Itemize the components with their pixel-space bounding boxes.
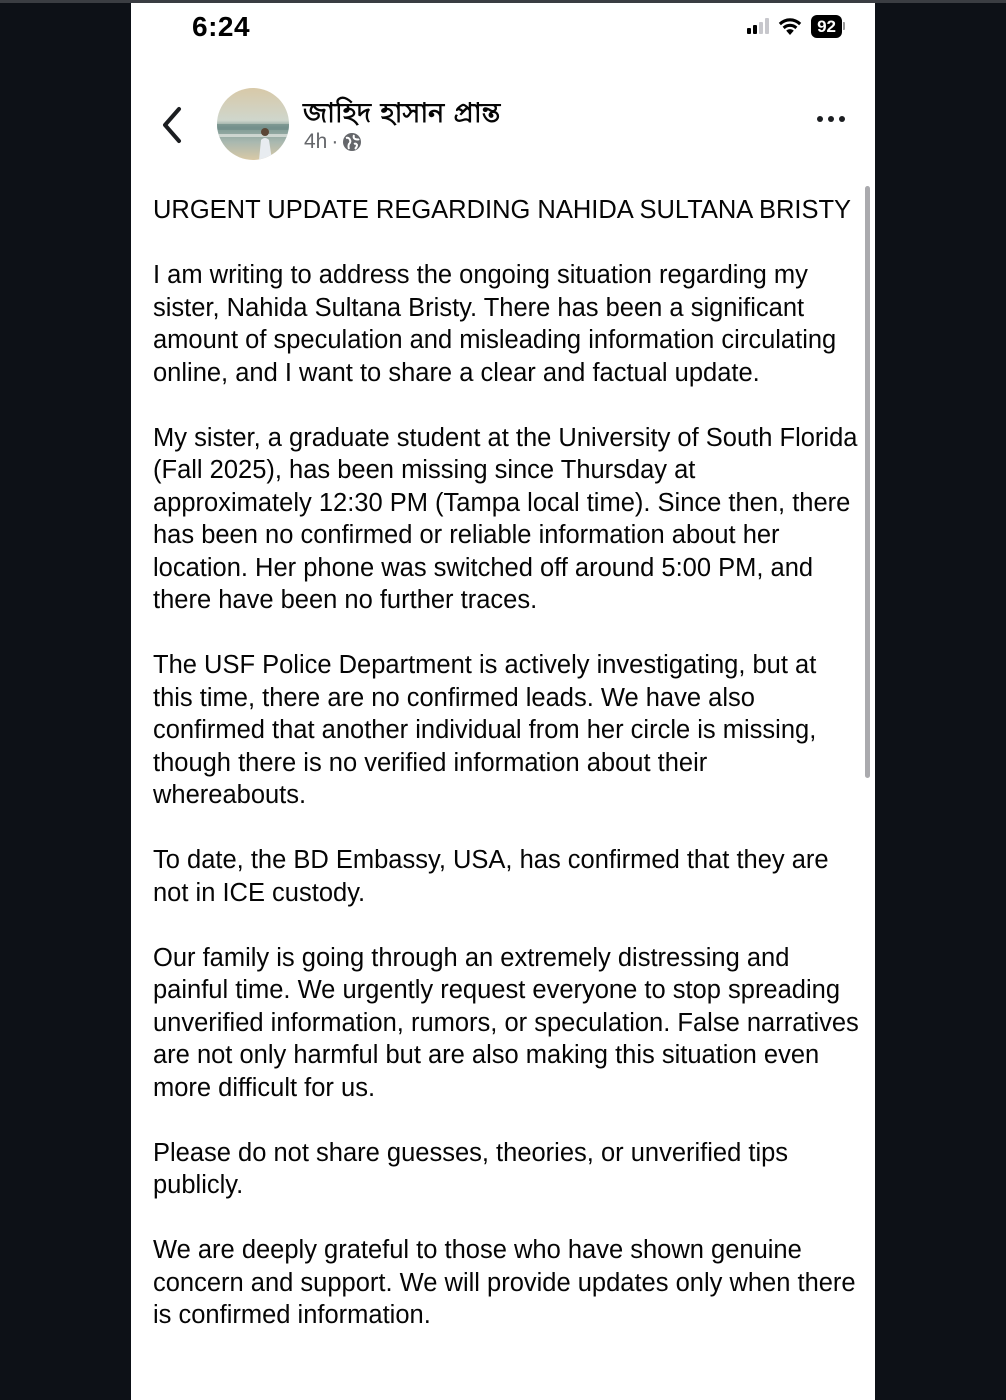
- status-icons: [747, 13, 845, 39]
- post-paragraph-title: URGENT UPDATE REGARDING NAHIDA SULTANA BRISTY: [153, 196, 852, 224]
- author-name[interactable]: জাহিদ হাসান প্রান্ত: [303, 98, 501, 129]
- battery-level: 92: [811, 15, 842, 38]
- post-paragraph: To date, the BD Embassy, USA, has confirmed that they are not in ICE custody.: [153, 846, 829, 907]
- avatar[interactable]: [217, 88, 289, 160]
- post-paragraph: Please do not share guesses, theories, or unverified tips publicly.: [153, 1138, 789, 1199]
- battery-icon: [811, 15, 845, 38]
- post-paragraph: We are deeply grateful to those who have shown genuine concern and support. We will provide updates only when there is confirmed information.: [153, 1236, 856, 1329]
- post-paragraph: My sister, a graduate student at the University of South Florida (Fall 2025), has been missing since Thursday at approximately 12:30 PM (Tampa local time). Since then, there has been no confirmed or reliable information about her location. Her phone was switched off around 5:00 PM, and there have been no further traces.: [153, 423, 858, 614]
- post-meta: [304, 130, 362, 154]
- meta-separator: ·: [331, 130, 339, 153]
- phone-screen: [131, 3, 875, 1400]
- wifi-icon: [777, 16, 803, 36]
- back-button[interactable]: [157, 103, 187, 147]
- post-timestamp[interactable]: 4h: [304, 130, 328, 153]
- post-paragraph: Our family is going through an extremely distressing and painful time. We urgently request everyone to stop spreading unverified information, rumors, or speculation. False narratives are not only harmful but are also making this situation even more difficult for us.: [153, 943, 859, 1102]
- more-options-button[interactable]: [813, 109, 849, 129]
- signal-icon: [747, 18, 769, 34]
- post-paragraph: The USF Police Department is actively investigating, but at this time, there are no confirmed leads. We have also confirmed that another individual from her circle is missing, though there is no verified information about their whereabouts.: [153, 651, 817, 809]
- globe-icon: [342, 132, 362, 152]
- scrollbar[interactable]: [865, 186, 870, 778]
- chevron-left-icon: [157, 103, 187, 147]
- post-paragraph: I am writing to address the ongoing situation regarding my sister, Nahida Sultana Bristy. There has been a significant amount of speculation and misleading information circulating online, and I want to share a clear and factual update.: [153, 261, 837, 387]
- post-body: [153, 194, 859, 1364]
- status-time: 6:24: [192, 11, 251, 42]
